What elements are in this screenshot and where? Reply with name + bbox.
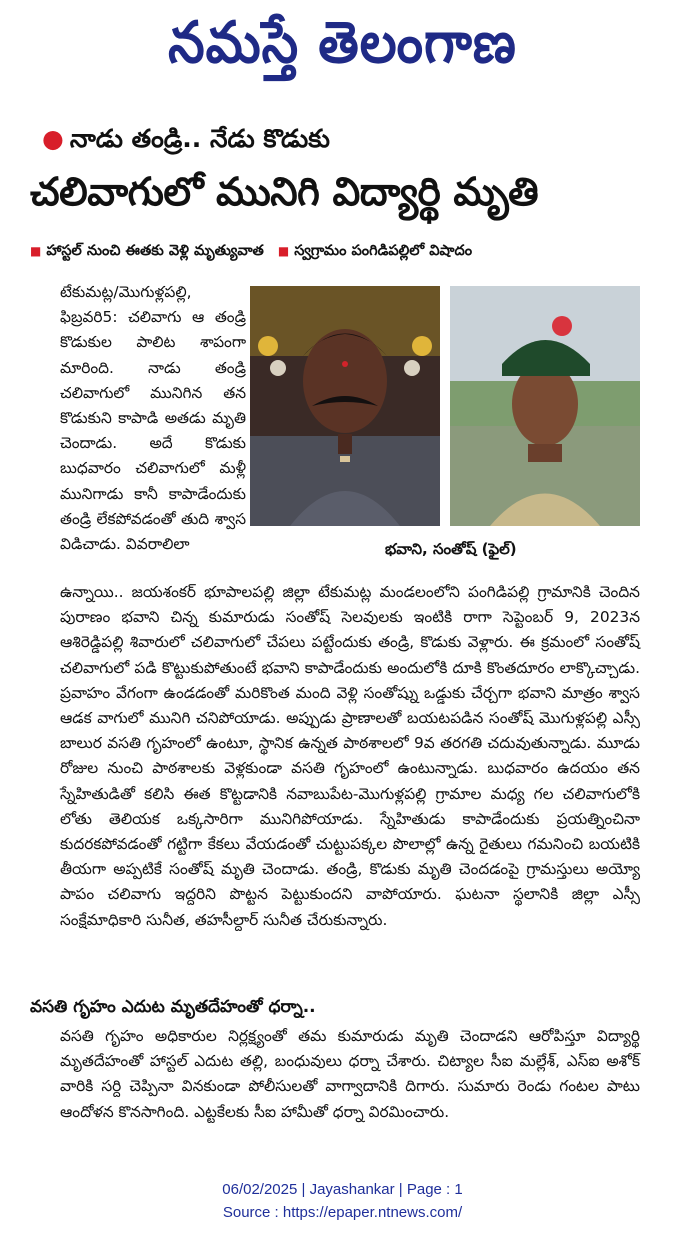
dharna-story bbox=[60, 1024, 640, 1125]
dharna-paragraph: వసతి గృహం అధికారుల నిర్లక్ష్యంతో తమ కుమారుడు మృతి చెందాడని ఆరోపిస్తూ విద్యార్థి మృతదేహంతో హాస్టల్ ఎదుట తల్లి, బంధువులు ధర్నా చేశారు. చిట్యాల సీఐ మల్లేశ్, ఎస్ఐ అశోక్ వారికి సర్ది చెప్పినా వినకుండా పోలీసులతో వాగ్వాదానికి దిగారు. సుమారు రెండు గంటల పాటు ఆందోళన కొనసాగింది. ఎట్టకేలకు సీఐ హామీతో ధర్నా విరమించారు. bbox=[60, 1027, 640, 1121]
subheads bbox=[30, 243, 670, 263]
subhead-2: స్వగ్రామం పంగిడిపల్లిలో విషాదం bbox=[294, 243, 473, 259]
main-story bbox=[60, 580, 640, 933]
main-paragraph: ఉన్నాయి.. జయశంకర్ భూపాలపల్లి జిల్లా టేకుమట్ల మండలంలోని పంగిడిపల్లి గ్రామానికి చెందిన పురాణం భవాని చిన్న కుమారుడు సంతోష్ సెలవులకు ఇంటికి రాగా సెప్టెంబర్ 9, 2023న ఆశిరెడ్డిపల్లి శివారులో చలివాగులో చేపలు పట్టేందుకు తండ్రి, కొడుకు వెళ్లారు. ఈ క్రమంలో సంతోష్ చలివాగులో పడి కొట్టుకుపోతుంటే భవాని కాపాడేందుకు అందులోకి దూకి కొంతదూరం లాక్కొచ్చాడు. ప్రవాహం వేగంగా ఉండడంతో మరికొంత మంది వెళ్లి సంతోష్ను ఒడ్డుకు చేర్చగా భవాని మాత్రం శ్వాస ఆడక వాగులో మునిగి చనిపోయాడు. అప్పుడు ప్రాణాలతో బయటపడిన సంతోష్ మొగుళ్లపల్లి ఎస్సీ బాలుర వసతి గృహంలో ఉంటూ, స్థానిక ఉన్నత పాఠశాలలో 9వ తరగతి చదువుతున్నాడు. మూడు రోజుల నుంచి పాఠశాలకు వెళ్లకుండా వసతి గృహంలో ఉంటున్నాడు. బుధవారం ఉదయం తన స్నేహితుడితో కలిసి ఈత కొట్టడానికి నవాబుపేట-మొగుళ్లపల్లి గ్రామాల మధ్య గల చలివాగులోకి లోతు తెలియక ఒక్కసారిగా మునిగిపోయాడు. స్నేహితుడు కాపాడేందుకు ప్రయత్నించినా కుదరకపోవడంతో గట్టిగా కేకలు వేయడంతో చుట్టుపక్కల పొలాల్లో ఉన్న రైతులు గమనించి బయటికి తీయగా అప్పటికే సంతోష్ మృతి చెందాడు. తండ్రి, కొడుకు మృతి చెందడంపై గ్రామస్తులు అయ్యో పాపం చలివాగు ఇద్దరిని పొట్టన పెట్టుకుందని వాపోయారు. ఘటనా స్థలానికి జిల్లా ఎస్సీ సంక్షేమాధికారి సునీత, తహసీల్దార్ సునీత చేరుకున్నారు. bbox=[60, 583, 640, 929]
square-bullet-icon: ■ bbox=[277, 244, 290, 258]
column-text: టేకుమట్ల/మొగుళ్లపల్లి, ఫిబ్రవరి5: చలివాగు ఆ తండ్రి కొడుకుల పాలిట శాపంగా మారింది. నాడు తండ్రి చలివాగులో మునిగిన తన కొడుకుని కాపాడి అతడు మృతి చెందాడు. అదే కొడుకు బుధవారం చలివాగులో మళ్లీ మునిగాడు కానీ కాపాడేందుకు తండ్రి లేకపోవడంతో తుది శ్వాస విడిచాడు. వివరాలిలా bbox=[60, 283, 246, 554]
father-photo bbox=[250, 286, 440, 526]
footer-source-line[interactable]: Source : https://epaper.ntnews.com/ bbox=[222, 1204, 463, 1221]
kicker-text: నాడు తండ్రి.. నేడు కొడుకు bbox=[69, 124, 330, 153]
footer-edition-line: 06/02/2025 | Jayashankar | Page : 1 bbox=[222, 1181, 463, 1198]
masthead-title: నమస్తే తెలంగాణ bbox=[168, 10, 517, 77]
son-photo-illustration bbox=[450, 286, 640, 526]
kicker bbox=[42, 124, 330, 160]
footer bbox=[0, 1178, 685, 1224]
headline: చలివాగులో మునిగి విద్యార్థి మృతి bbox=[30, 170, 539, 215]
section-subheading: వసతి గృహం ఎదుట మృతదేహంతో ధర్నా.. bbox=[30, 997, 316, 1017]
father-photo-illustration bbox=[250, 286, 440, 526]
son-photo bbox=[450, 286, 640, 526]
photo-caption: భవాని, సంతోష్ (ఫైల్) bbox=[385, 540, 517, 558]
square-bullet-icon: ■ bbox=[30, 244, 42, 258]
subhead-1: హాస్టల్ నుంచి ఈతకు వెళ్లి మృత్యువాత bbox=[46, 243, 264, 259]
bullet-icon: ● bbox=[42, 124, 64, 153]
story-column bbox=[60, 280, 246, 557]
